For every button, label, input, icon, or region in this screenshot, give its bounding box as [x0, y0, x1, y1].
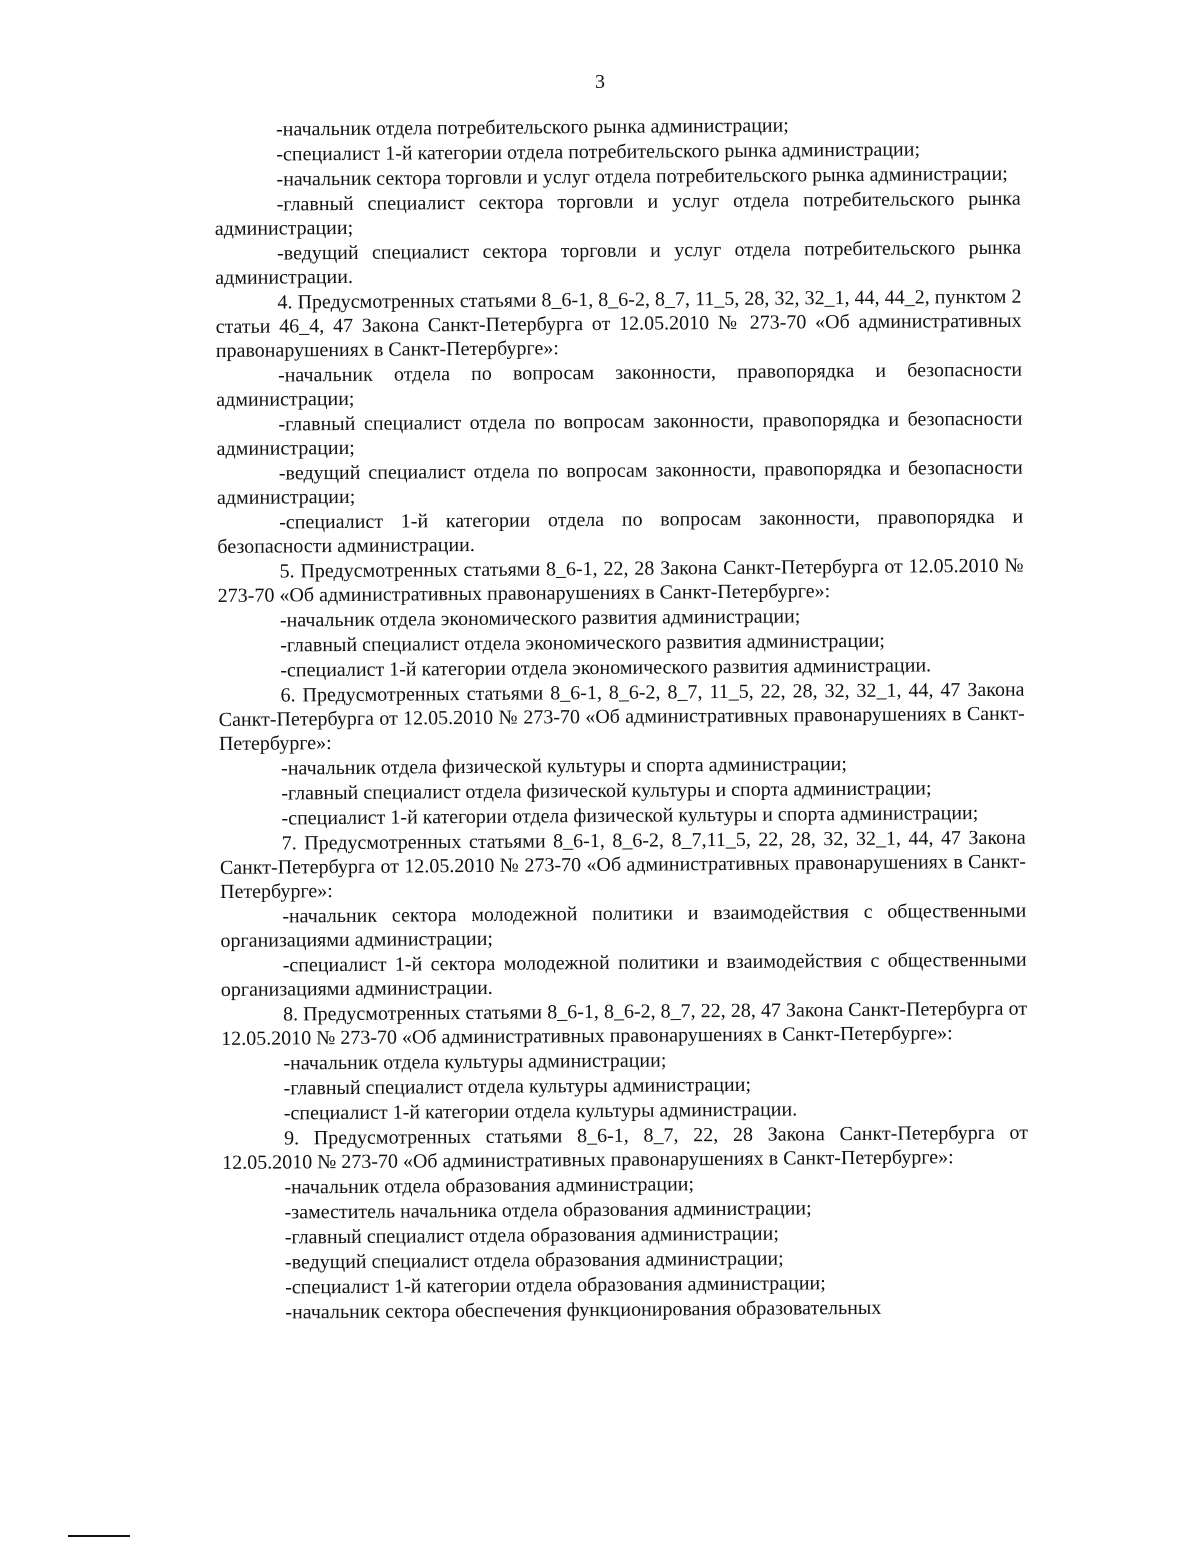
paragraph: -специалист 1-й сектора молодежной политики и взаимодействия с общественными организациями администрации. [220, 948, 1027, 1001]
section-heading: 8. Предусмотренных статьями 8_6-1, 8_6-2, 8_7, 22, 28, 47 Закона Санкт-Петербурга от 12.05.2010 № 273-70 «Об административных правонарушениях в Санкт-Петербурге»: [221, 997, 1028, 1050]
paragraph: -начальник отдела культуры администрации; [283, 1049, 667, 1075]
paragraph: -начальник отдела потребительского рынка администрации; [276, 114, 789, 141]
section-heading: 4. Предусмотренных статьями 8_6-1, 8_6-2, 8_7, 11_5, 28, 32, 32_1, 44, 44_2, пунктом 2 статьи 46_4, 47 Закона Санкт-Петербурга от 12.05.2010 № 273-70 «Об административных правонарушениях в Санкт-Петербурге»: [215, 285, 1022, 362]
section-heading: 6. Предусмотренных статьями 8_6-1, 8_6-2, 8_7, 11_5, 22, 28, 32, 32_1, 44, 47 Закона Санкт-Петербурга от 12.05.2010 № 273-70 «Об административных правонарушениях в Санкт-Петербурге»: [218, 678, 1025, 755]
paragraph: -специалист 1-й категории отдела культуры администрации. [283, 1098, 798, 1125]
paragraph: -начальник отдела экономического развития администрации; [279, 605, 801, 632]
footnote-separator-line [68, 1535, 130, 1537]
paragraph: -ведущий специалист отдела по вопросам законности, правопорядка и безопасности администрации; [216, 456, 1023, 509]
paragraph: -специалист 1-й категории отдела образования администрации; [285, 1272, 826, 1299]
paragraph: -начальник сектора молодежной политики и взаимодействия с общественными организациями администрации; [220, 899, 1027, 952]
paragraph: -специалист 1-й категории отдела экономического развития администрации. [280, 654, 932, 682]
paragraph: -главный специалист отдела экономического развития администрации; [280, 629, 886, 657]
paragraph: -ведущий специалист отдела образования администрации; [284, 1247, 784, 1274]
paragraph: -ведущий специалист сектора торговли и услуг отдела потребительского рынка администрации. [215, 236, 1022, 289]
section-heading: 5. Предусмотренных статьями 8_6-1, 22, 28 Закона Санкт-Петербурга от 12.05.2010 № 273-70 «Об административных правонарушениях в Санкт-Петербурге»: [217, 554, 1024, 607]
page-number: 3 [595, 71, 605, 93]
paragraph: -главный специалист отдела физической культуры и спорта администрации; [281, 777, 932, 805]
paragraph: -начальник сектора торговли и услуг отдела потребительского рынка администрации; [276, 162, 1008, 191]
paragraph: -начальник отдела по вопросам законности, правопорядка и безопасности администрации; [216, 358, 1023, 411]
paragraph: -начальник отдела образования администрации; [284, 1173, 695, 1199]
paragraph: -главный специалист сектора торговли и услуг отдела потребительского рынка администрации; [214, 187, 1021, 240]
paragraph: -главный специалист отдела по вопросам законности, правопорядка и безопасности администрации; [216, 407, 1023, 460]
paragraph: -главный специалист отдела образования администрации; [284, 1222, 779, 1249]
section-heading: 9. Предусмотренных статьями 8_6-1, 8_7, 22, 28 Закона Санкт-Петербурга от 12.05.2010 № 273-70 «Об административных правонарушениях в Санкт-Петербурге»: [222, 1121, 1029, 1174]
paragraph: -заместитель начальника отдела образования администрации; [284, 1197, 812, 1224]
document-body [214, 112, 1029, 1326]
paragraph: -специалист 1-й категории отдела по вопросам законности, правопорядка и безопасности администрации. [217, 505, 1024, 558]
paragraph: -начальник сектора обеспечения функционирования образовательных [285, 1296, 882, 1324]
paragraph: -специалист 1-й категории отдела потребительского рынка администрации; [276, 138, 921, 166]
paragraph: -главный специалист отдела культуры администрации; [283, 1073, 752, 1100]
paragraph: -специалист 1-й категории отдела физической культуры и спорта администрации; [281, 802, 979, 830]
paragraph: -начальник отдела физической культуры и спорта администрации; [281, 753, 847, 780]
section-heading: 7. Предусмотренных статьями 8_6-1, 8_6-2, 8_7,11_5, 22, 28, 32, 32_1, 44, 47 Закона Санкт-Петербурга от 12.05.2010 № 273-70 «Об административных правонарушениях в Санкт-Петербурге»: [219, 826, 1026, 903]
